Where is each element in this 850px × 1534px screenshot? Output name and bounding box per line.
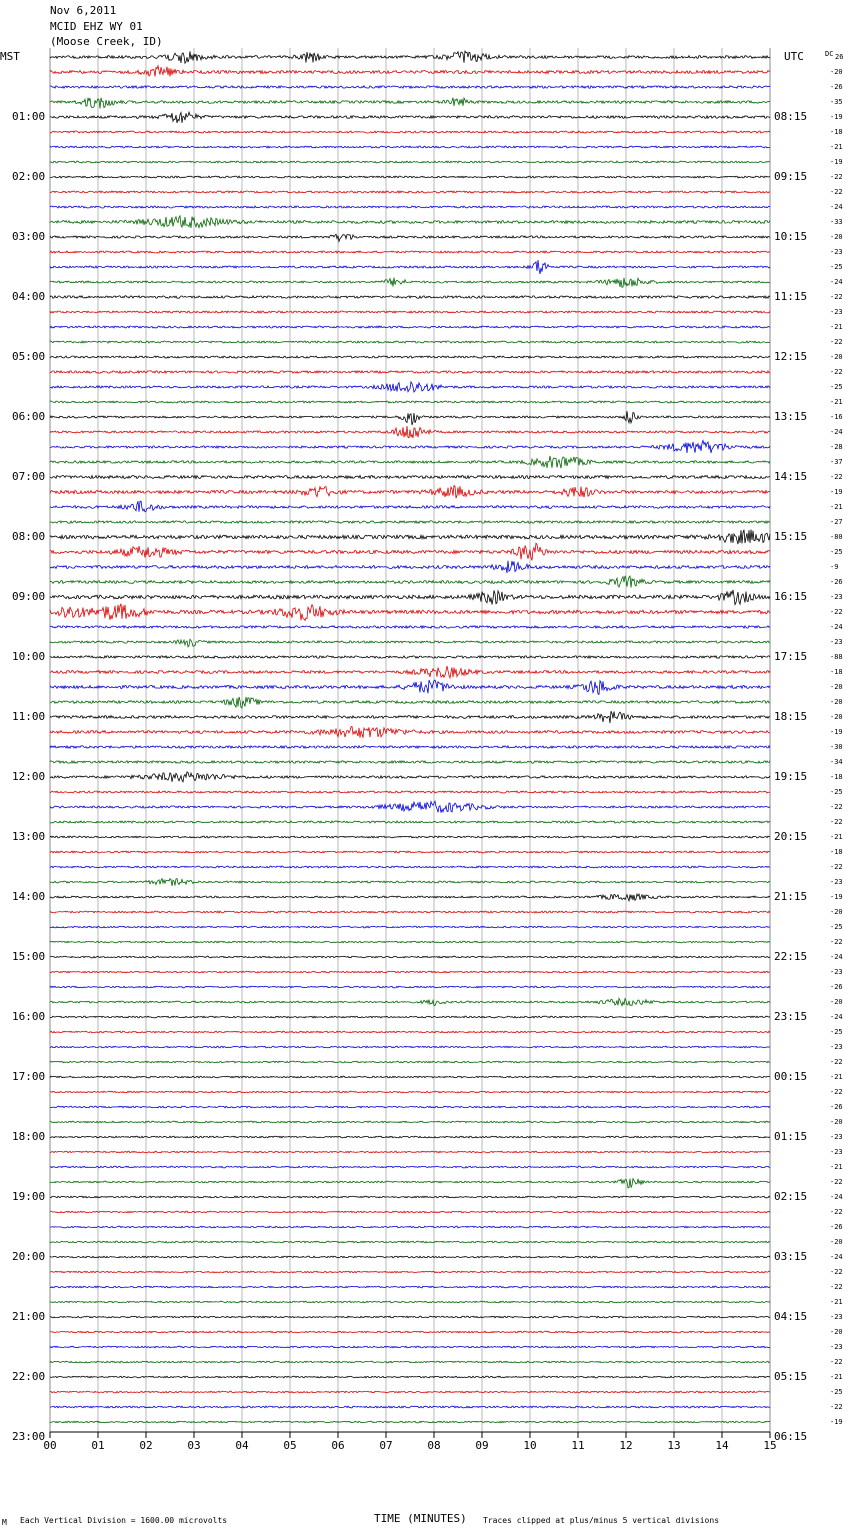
trace-82 — [50, 1286, 770, 1288]
dc-offset-label: -22 — [830, 803, 843, 811]
trace-28 — [50, 476, 770, 479]
trace-71 — [50, 1121, 770, 1123]
dc-offset-label: -23 — [830, 638, 843, 646]
trace-35 — [50, 576, 770, 588]
mst-hour-label: 05:00 — [12, 350, 46, 363]
x-tick-label: 14 — [715, 1439, 729, 1452]
x-tick-label: 13 — [667, 1439, 681, 1452]
x-tick-label: 12 — [619, 1439, 633, 1452]
dc-offset-label: -25 — [830, 1028, 843, 1036]
mst-hour-label: 11:00 — [12, 710, 46, 723]
mst-hour-label: 21:00 — [12, 1310, 46, 1323]
trace-80 — [50, 1256, 770, 1258]
dc-offset-label: -33 — [830, 218, 843, 226]
dc-offset-label: -24 — [830, 1193, 843, 1201]
trace-57 — [50, 911, 770, 913]
mst-hour-label: 07:00 — [12, 470, 46, 483]
dc-offset-label: -19 — [830, 893, 843, 901]
trace-15 — [50, 278, 770, 288]
dc-offset-label: -24 — [830, 1013, 843, 1021]
dc-offset-label: -23 — [830, 1313, 843, 1321]
trace-17 — [50, 311, 770, 313]
dc-offset-label: -18 — [830, 773, 843, 781]
trace-64 — [50, 1016, 770, 1018]
trace-83 — [50, 1301, 770, 1303]
dc-offset-label: -20 — [830, 698, 843, 706]
dc-offset-label: -21 — [830, 143, 843, 151]
dc-offset-label: -22 — [830, 293, 843, 301]
mst-hour-label: 17:00 — [12, 1070, 46, 1083]
trace-3 — [50, 98, 770, 109]
x-tick-label: 03 — [187, 1439, 201, 1452]
x-tick-label: 07 — [379, 1439, 393, 1452]
dc-offset-label: -21 — [830, 398, 843, 406]
dc-offset-label: -23 — [830, 1043, 843, 1051]
dc-offset-label: -25 — [830, 548, 843, 556]
trace-11 — [50, 216, 770, 228]
trace-73 — [50, 1151, 770, 1153]
trace-31 — [50, 521, 770, 523]
dc-offset-label: -21 — [830, 1163, 843, 1171]
trace-20 — [50, 356, 770, 358]
trace-69 — [50, 1091, 770, 1093]
utc-hour-label: 17:15 — [774, 650, 808, 663]
dc-offset-label: -22 — [830, 1283, 843, 1291]
x-axis — [43, 1432, 776, 1452]
x-tick-label: 09 — [475, 1439, 489, 1452]
dc-offset-label: -23 — [830, 1148, 843, 1156]
trace-1 — [50, 66, 770, 77]
trace-49 — [50, 791, 770, 793]
trace-59 — [50, 941, 770, 943]
utc-hour-label: 02:15 — [774, 1190, 808, 1203]
trace-90 — [50, 1406, 770, 1408]
utc-hour-label: 16:15 — [774, 590, 808, 603]
utc-hour-label: 03:15 — [774, 1250, 808, 1263]
trace-4 — [50, 112, 770, 123]
utc-hour-label: 19:15 — [774, 770, 808, 783]
trace-78 — [50, 1226, 770, 1228]
utc-hour-label: 04:15 — [774, 1310, 808, 1323]
trace-19 — [50, 341, 770, 343]
trace-25 — [50, 426, 770, 438]
dc-offset-label: -20 — [830, 68, 843, 76]
trace-layer — [50, 51, 770, 1423]
trace-6 — [50, 146, 770, 148]
x-tick-label: 08 — [427, 1439, 441, 1452]
dc-offset-label: -34 — [830, 758, 843, 766]
utc-hour-label: 18:15 — [774, 710, 808, 723]
dc-offset-label: -18 — [830, 128, 843, 136]
trace-81 — [50, 1271, 770, 1273]
trace-29 — [50, 486, 770, 499]
corner-mark: M — [2, 1518, 7, 1527]
dc-offset-label: -26 — [830, 578, 843, 586]
dc-offset-label: -22 — [830, 368, 843, 376]
dc-offset-label: 26 — [835, 53, 844, 61]
mst-hour-label: 16:00 — [12, 1010, 46, 1023]
dc-offset-label: -19 — [830, 113, 843, 121]
dc-offset-label: -24 — [830, 1253, 843, 1261]
dc-offset-label: -20 — [830, 1238, 843, 1246]
trace-55 — [50, 879, 770, 886]
dc-offset-label: -24 — [830, 278, 843, 286]
x-axis-title: TIME (MINUTES) — [374, 1512, 467, 1525]
trace-75 — [50, 1179, 770, 1188]
trace-89 — [50, 1391, 770, 1393]
utc-hour-label: 05:15 — [774, 1370, 808, 1383]
trace-67 — [50, 1061, 770, 1063]
dc-offset-label: -26 — [830, 983, 843, 991]
dc-offset-label: -22 — [830, 1358, 843, 1366]
dc-offset-label: -22 — [830, 1088, 843, 1096]
trace-45 — [50, 726, 770, 737]
station-location: (Moose Creek, ID) — [50, 35, 163, 48]
mst-hour-label: 19:00 — [12, 1190, 46, 1203]
trace-48 — [50, 772, 770, 782]
utc-hour-label: 01:15 — [774, 1130, 808, 1143]
trace-38 — [50, 626, 770, 628]
trace-2 — [50, 86, 770, 88]
dc-offset-label: -22 — [830, 188, 843, 196]
trace-77 — [50, 1211, 770, 1213]
trace-53 — [50, 851, 770, 853]
trace-23 — [50, 401, 770, 403]
dc-offset-label: -20 — [830, 908, 843, 916]
mst-hour-label: 02:00 — [12, 170, 46, 183]
mst-hour-label: 08:00 — [12, 530, 46, 543]
scale-note: Each Vertical Division = 1600.00 microvolts — [20, 1516, 228, 1525]
utc-hour-label: 14:15 — [774, 470, 808, 483]
utc-hour-label: 23:15 — [774, 1010, 808, 1023]
dc-offset-label: -18 — [830, 848, 843, 856]
trace-24 — [50, 411, 770, 425]
dc-offset-label: -24 — [830, 428, 843, 436]
grid-layer — [50, 48, 770, 1432]
dc-offset-label: -22 — [830, 938, 843, 946]
trace-56 — [50, 894, 770, 901]
trace-87 — [50, 1361, 770, 1363]
dc-offset-label: -23 — [830, 968, 843, 976]
trace-21 — [50, 371, 770, 373]
utc-hour-label: 06:15 — [774, 1430, 808, 1443]
utc-hour-label: 22:15 — [774, 950, 808, 963]
trace-88 — [50, 1376, 770, 1378]
dc-offset-label: -22 — [830, 1058, 843, 1066]
dc-offset-label: -26 — [830, 1223, 843, 1231]
trace-10 — [50, 206, 770, 208]
dc-offset-label: -26 — [830, 1103, 843, 1111]
trace-9 — [50, 191, 770, 193]
utc-hour-label: 12:15 — [774, 350, 808, 363]
dc-offset-label: -21 — [830, 1298, 843, 1306]
dc-offset-label: -16 — [830, 413, 843, 421]
dc-offset-label: -25 — [830, 1388, 843, 1396]
trace-50 — [50, 801, 770, 812]
trace-42 — [50, 680, 770, 694]
trace-18 — [50, 326, 770, 328]
dc-label: DC — [825, 50, 834, 58]
mst-hour-label: 06:00 — [12, 410, 46, 423]
trace-16 — [50, 296, 770, 298]
utc-hour-label: 10:15 — [774, 230, 808, 243]
x-tick-label: 06 — [331, 1439, 345, 1452]
trace-58 — [50, 926, 770, 928]
dc-offset-label: -19 — [830, 158, 843, 166]
mst-hour-label: 13:00 — [12, 830, 46, 843]
trace-5 — [50, 131, 770, 133]
dc-offset-label: -35 — [830, 98, 843, 106]
dc-offset-label: -23 — [830, 1343, 843, 1351]
utc-hour-label: 21:15 — [774, 890, 808, 903]
mst-hour-label: 18:00 — [12, 1130, 46, 1143]
dc-offset-label: -25 — [830, 923, 843, 931]
dc-offset-label: -24 — [830, 623, 843, 631]
utc-hour-label: 08:15 — [774, 110, 808, 123]
dc-offset-label: -37 — [830, 458, 843, 466]
trace-46 — [50, 746, 770, 748]
left-axis-label: MST — [0, 50, 20, 63]
dc-offset-label: -22 — [830, 608, 843, 616]
trace-91 — [50, 1421, 770, 1423]
utc-hour-label: 13:15 — [774, 410, 808, 423]
trace-65 — [50, 1031, 770, 1033]
trace-76 — [50, 1196, 770, 1198]
trace-0 — [50, 51, 770, 63]
mst-hour-label: 04:00 — [12, 290, 46, 303]
dc-offset-label: -21 — [830, 503, 843, 511]
trace-7 — [50, 161, 770, 163]
x-tick-label: 05 — [283, 1439, 297, 1452]
dc-offset-label: -25 — [830, 263, 843, 271]
record-date: Nov 6,2011 — [50, 4, 117, 17]
trace-34 — [50, 561, 770, 573]
dc-offset-label: -21 — [830, 323, 843, 331]
dc-offset-label: -25 — [830, 383, 843, 391]
trace-36 — [50, 590, 770, 605]
dc-offset-label: -20 — [830, 1328, 843, 1336]
utc-hour-label: 15:15 — [774, 530, 808, 543]
mst-hour-label: 15:00 — [12, 950, 46, 963]
dc-offset-label: -20 — [830, 1118, 843, 1126]
dc-offset-label: -22 — [830, 1268, 843, 1276]
trace-26 — [50, 441, 770, 453]
utc-hour-label: 11:15 — [774, 290, 808, 303]
trace-70 — [50, 1106, 770, 1108]
trace-13 — [50, 251, 770, 253]
mst-hour-label: 03:00 — [12, 230, 46, 243]
dc-offset-label: -22 — [830, 338, 843, 346]
dc-offset-label: -22 — [830, 1208, 843, 1216]
dc-offset-label: -21 — [830, 833, 843, 841]
trace-47 — [50, 761, 770, 763]
mst-hour-label: 09:00 — [12, 590, 46, 603]
dc-offset-label: -23 — [830, 248, 843, 256]
trace-51 — [50, 821, 770, 823]
trace-32 — [50, 530, 770, 545]
dc-offset-label: -19 — [830, 488, 843, 496]
dc-offset-label: -21 — [830, 1373, 843, 1381]
clip-note: Traces clipped at plus/minus 5 vertical divisions — [483, 1516, 720, 1525]
dc-offset-label: -26 — [830, 83, 843, 91]
dc-offset-label: -24 — [830, 953, 843, 961]
dc-offset-label: -23 — [830, 1133, 843, 1141]
trace-33 — [50, 543, 770, 560]
x-tick-label: 04 — [235, 1439, 249, 1452]
dc-offset-label: -22 — [830, 1403, 843, 1411]
trace-60 — [50, 956, 770, 958]
dc-offset-label: -24 — [830, 203, 843, 211]
x-tick-label: 15 — [763, 1439, 777, 1452]
dc-offset-label: -21 — [830, 1073, 843, 1081]
trace-84 — [50, 1316, 770, 1318]
mst-hour-label: 12:00 — [12, 770, 46, 783]
trace-22 — [50, 382, 770, 392]
dc-offset-label: -23 — [830, 593, 843, 601]
trace-62 — [50, 986, 770, 988]
dc-offset-label: -20 — [830, 713, 843, 721]
mst-hour-label: 10:00 — [12, 650, 46, 663]
dc-offset-label: -19 — [830, 1418, 843, 1426]
trace-43 — [50, 697, 770, 708]
trace-14 — [50, 260, 770, 274]
dc-offset-label: -18 — [830, 668, 843, 676]
trace-54 — [50, 866, 770, 868]
dc-offset-label: -22 — [830, 818, 843, 826]
x-tick-label: 11 — [571, 1439, 585, 1452]
x-tick-label: 02 — [139, 1439, 153, 1452]
trace-8 — [50, 176, 770, 178]
mst-hour-label: 14:00 — [12, 890, 46, 903]
trace-41 — [50, 666, 770, 678]
trace-63 — [50, 998, 770, 1005]
dc-offset-label: -27 — [830, 518, 843, 526]
x-tick-label: 01 — [91, 1439, 105, 1452]
trace-37 — [50, 604, 770, 621]
trace-61 — [50, 971, 770, 973]
utc-hour-label: 00:15 — [774, 1070, 808, 1083]
mst-hour-label: 01:00 — [12, 110, 46, 123]
right-axis-label: UTC — [784, 50, 804, 63]
dc-offset-label: -22 — [830, 863, 843, 871]
dc-offset-label: -22 — [830, 473, 843, 481]
trace-68 — [50, 1076, 770, 1078]
trace-40 — [50, 656, 770, 658]
dc-offset-label: -23 — [830, 308, 843, 316]
utc-hour-label: 09:15 — [774, 170, 808, 183]
trace-74 — [50, 1166, 770, 1168]
dc-offset-label: -20 — [830, 233, 843, 241]
trace-39 — [50, 639, 770, 647]
dc-offset-label: -80 — [830, 533, 843, 541]
trace-79 — [50, 1241, 770, 1243]
trace-27 — [50, 456, 770, 468]
station-code: MCID EHZ WY 01 — [50, 20, 143, 33]
mst-hour-label: 23:00 — [12, 1430, 46, 1443]
trace-44 — [50, 711, 770, 723]
dc-offset-label: -22 — [830, 173, 843, 181]
mst-hour-label: 20:00 — [12, 1250, 46, 1263]
dc-offset-label: -23 — [830, 878, 843, 886]
dc-offset-label: -22 — [830, 1178, 843, 1186]
dc-offset-label: -30 — [830, 743, 843, 751]
trace-30 — [50, 501, 770, 512]
x-tick-label: 10 — [523, 1439, 537, 1452]
dc-offset-label: -25 — [830, 788, 843, 796]
mst-hour-label: 22:00 — [12, 1370, 46, 1383]
utc-hour-label: 20:15 — [774, 830, 808, 843]
dc-offset-label: -28 — [830, 443, 843, 451]
dc-offset-label: -20 — [830, 683, 843, 691]
dc-offset-label: -20 — [830, 998, 843, 1006]
dc-offset-label: -19 — [830, 728, 843, 736]
x-tick-label: 00 — [43, 1439, 57, 1452]
trace-85 — [50, 1331, 770, 1333]
trace-12 — [50, 234, 770, 241]
trace-52 — [50, 836, 770, 838]
dc-offset-label: -88 — [830, 653, 843, 661]
trace-72 — [50, 1136, 770, 1138]
dc-offset-label: -9 — [830, 563, 839, 571]
trace-86 — [50, 1346, 770, 1348]
trace-66 — [50, 1046, 770, 1048]
dc-offset-label: -20 — [830, 353, 843, 361]
